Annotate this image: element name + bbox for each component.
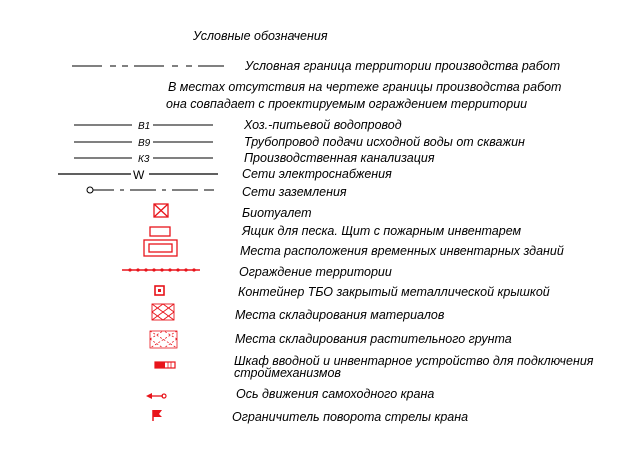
label-source-water: Трубопровод подачи исходной воды от скважин xyxy=(244,135,525,149)
label-boundary-note-2: она совпадает с проектируемым ограждением территории xyxy=(166,97,528,111)
label-sewer: Производственная канализация xyxy=(244,151,435,165)
label-soil-storage: Места складирования растительного грунта xyxy=(235,332,512,346)
boom-limiter-icon xyxy=(153,410,162,421)
label-grounding: Сети заземления xyxy=(242,185,347,199)
label-sand-box: Ящик для песка. Щит с пожарным инвентарем xyxy=(242,224,522,238)
label-waste-container: Контейнер ТБО закрытый металлической крышкой xyxy=(238,285,550,299)
label-water-supply: Хоз.-питьевой водопровод xyxy=(244,118,402,132)
label-fence: Ограждение территории xyxy=(239,265,392,279)
label-electric-cabinet-2: строймеханизмов xyxy=(234,366,341,380)
label-crane-axis: Ось движения самоходного крана xyxy=(236,387,435,401)
sand-box-icon xyxy=(150,227,170,236)
toilet-icon xyxy=(154,204,168,217)
k3-code: К3 xyxy=(138,154,150,165)
legend-title: Условные обозначения xyxy=(193,29,328,43)
soil-storage-icon xyxy=(150,331,177,348)
label-power: Сети электроснабжения xyxy=(242,167,392,181)
b1-code: В1 xyxy=(138,121,151,132)
material-storage-icon xyxy=(152,304,174,320)
label-temp-building: Места расположения временных инвентарных зданий xyxy=(240,244,564,258)
b9-code: В9 xyxy=(138,138,151,149)
label-boom-limiter: Ограничитель поворота стрелы крана xyxy=(232,410,469,424)
waste-container-icon xyxy=(155,286,164,295)
label-material-storage: Места складирования материалов xyxy=(235,308,445,322)
label-boundary: Условная граница территории производства работ xyxy=(245,59,561,73)
w-code: W xyxy=(133,168,145,182)
crane-axis-icon xyxy=(146,393,166,399)
electric-cabinet-icon xyxy=(155,362,175,368)
grounding-line-symbol xyxy=(87,187,214,193)
label-boundary-note-1: В местах отсутствия на чертеже границы производства работ xyxy=(168,80,562,94)
label-toilet: Биотуалет xyxy=(242,206,312,220)
label-electric-cabinet: Шкаф вводной и инвентарное устройство для подключения xyxy=(234,354,594,368)
temp-building-icon xyxy=(144,240,177,256)
fence-line-icon xyxy=(122,268,200,271)
